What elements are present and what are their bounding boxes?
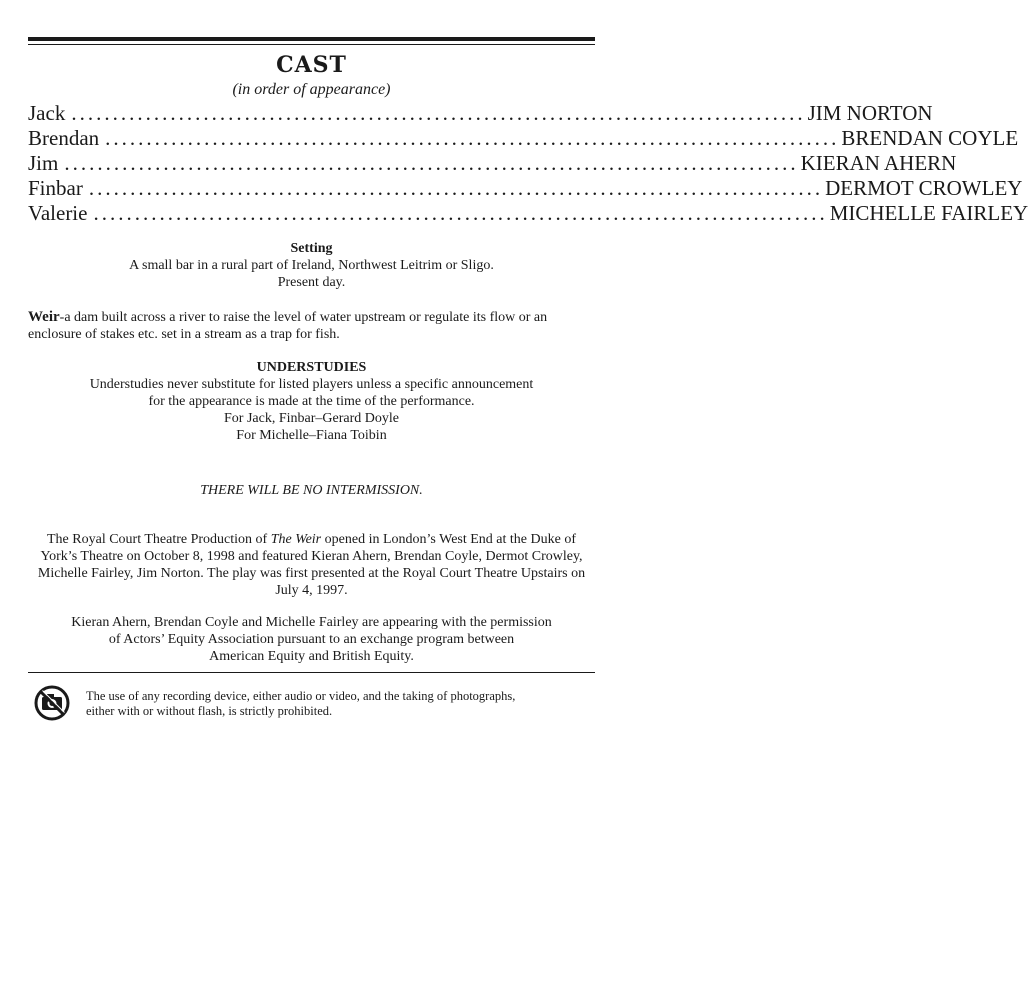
setting-section: [28, 240, 595, 291]
dot-leader: .........................................................................................: [71, 101, 806, 125]
recording-notice: [86, 689, 598, 719]
no-camera-icon: [34, 685, 70, 721]
setting-heading: Setting: [290, 241, 333, 256]
production-text: opened in London’s West End at the Duke of York’s Theatre on October 8, 1998 and featured Kieran Ahern, Brendan Coyle, Dermot Crowley, Michelle Fairley, Jim Norton. The play was first presented at the Royal Court Theatre Upstairs on July 4, 1997.: [37, 532, 586, 598]
cast-row: [28, 201, 1028, 226]
cast-row: [28, 176, 1023, 201]
production-text: The Royal Court Theatre Production of: [47, 532, 271, 547]
bottom-rule: [28, 672, 595, 673]
cast-title: CAST: [276, 52, 347, 78]
dot-leader: .........................................................................................: [64, 151, 799, 175]
top-rule-thick: [28, 37, 595, 41]
intermission-notice: THERE WILL BE NO INTERMISSION.: [200, 483, 423, 498]
cast-role: Jack: [28, 101, 66, 125]
recording-notice-line: The use of any recording device, either audio or video, and the taking of photographs,: [86, 689, 516, 703]
understudies-heading: UNDERSTUDIES: [256, 360, 367, 375]
weir-definition-text: -a dam built across a river to raise the level of water upstream or regulate its flow or an enclosure of stakes etc. set in a stream as a trap for fish.: [28, 310, 548, 342]
cast-role: Valerie: [28, 201, 88, 225]
cast-role: Brendan: [28, 126, 100, 150]
cast-actor: JIM NORTON: [807, 101, 933, 125]
cast-actor: BRENDAN COYLE: [841, 126, 1019, 150]
understudies-line: for the appearance is made at the time of the performance.: [148, 394, 475, 409]
cast-row: [28, 101, 933, 126]
understudies-section: [28, 359, 595, 444]
dot-leader: .........................................................................................: [88, 176, 824, 200]
play-title: The Weir: [270, 532, 322, 547]
cast-actor: DERMOT CROWLEY: [825, 176, 1023, 200]
dot-leader: .........................................................................................: [105, 126, 840, 150]
dot-leader: .........................................................................................: [93, 201, 828, 225]
top-rule-thin: [28, 44, 595, 45]
equity-line: American Equity and British Equity.: [209, 649, 414, 664]
recording-notice-line: either with or without flash, is strictly prohibited.: [86, 704, 333, 718]
cast-row: [28, 126, 1019, 151]
cast-role: Jim: [28, 151, 59, 175]
equity-line: of Actors’ Equity Association pursuant to an exchange program between: [108, 632, 515, 647]
cast-actor: MICHELLE FAIRLEY: [829, 201, 1028, 225]
weir-term: Weir: [28, 309, 60, 325]
cast-role: Finbar: [28, 176, 83, 200]
cast-subtitle: (in order of appearance): [232, 81, 391, 98]
setting-line: A small bar in a rural part of Ireland, Northwest Leitrim or Sligo.: [129, 258, 494, 273]
equity-line: Kieran Ahern, Brendan Coyle and Michelle Fairley are appearing with the permission: [71, 615, 552, 630]
cast-list: [28, 101, 1028, 226]
equity-notice: [28, 614, 595, 665]
weir-definition: [28, 309, 595, 343]
production-history: [28, 531, 595, 599]
setting-line: Present day.: [277, 275, 346, 290]
understudies-line: For Michelle–Fiana Toibin: [236, 428, 387, 443]
cast-actor: KIERAN AHERN: [800, 151, 957, 175]
understudies-line: For Jack, Finbar–Gerard Doyle: [224, 411, 399, 426]
cast-row: [28, 151, 957, 176]
understudies-line: Understudies never substitute for listed players unless a specific announcement: [89, 377, 534, 392]
